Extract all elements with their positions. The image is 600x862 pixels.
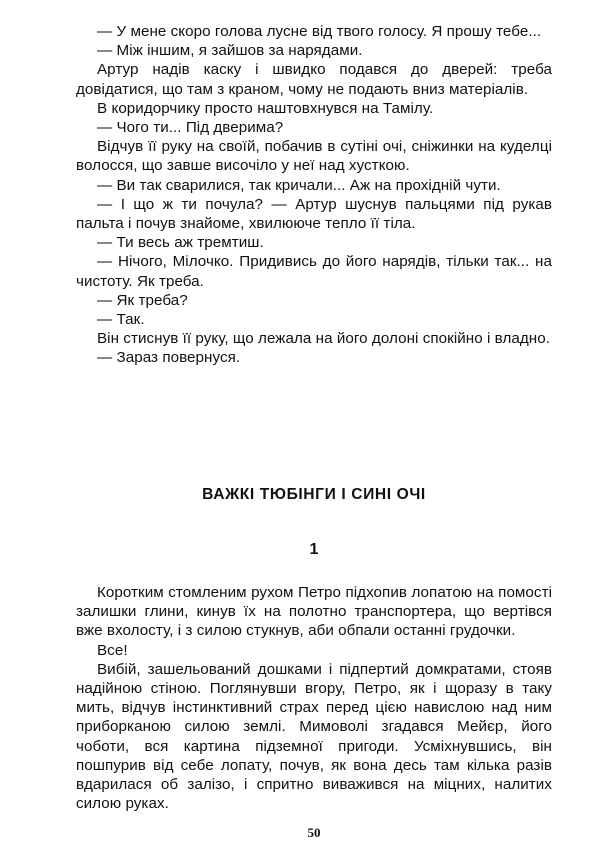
- paragraph: Коротким стомленим рухом Петро підхопив лопатою на помості залишки глини, кинув їх на полотно транспортера, що вертівся вже вхолосту, і з силою стукнув, аби обпали останні грудочки.: [76, 584, 552, 640]
- paragraph: Все!: [97, 641, 128, 659]
- paragraph: — Як треба?: [97, 291, 188, 309]
- page-number: 50: [307, 825, 321, 840]
- paragraph: Артур надів каску і швидко подався до дверей: треба довідатися, що там з краном, чому не подають вниз матеріалів.: [76, 61, 552, 98]
- paragraph: В коридорчику просто наштовхнувся на Тамілу.: [97, 99, 434, 117]
- bottom-text-block: [76, 583, 552, 813]
- paragraph: Вибій, зашельований дошками і підпертий домкратами, стояв надійною стіною. Поглянувши вгору, Петро, як і щоразу в таку мить, відчув інстинктивний страх перед цією навислою над ним приборканою силою землі. Мимоволі згадався Мейєр, його чоботи, вся картина підземної пригоди. Усміхнувшись, він пошпурив від себе лопату, почув, як вона десь там кілька разів вдарилася об залізо, і спритно виважився на міцних, налитих силою руках.: [76, 660, 552, 813]
- paragraph: — Нічого, Мілочко. Придивись до його нарядів, тільки так... на чистоту. Як треба.: [76, 253, 552, 290]
- section-number: 1: [309, 541, 319, 558]
- paragraph: — Так.: [97, 311, 145, 329]
- paragraph: — Чого ти... Під дверима?: [97, 119, 284, 137]
- chapter-title: ВАЖКІ ТЮБІНГИ І СИНІ ОЧІ: [202, 486, 426, 503]
- paragraph: Відчув її руку на своїй, побачив в сутіні очі, сніжинки на куделці волосся, що завше височіло у неї над хусткою.: [76, 138, 552, 175]
- paragraph: — Ти весь аж тремтиш.: [97, 234, 264, 252]
- paragraph: — І що ж ти почула? — Артур шуснув пальцями під рукав пальта і почув знайоме, хвилююче тепло її тіла.: [76, 195, 552, 233]
- paragraph: — У мене скоро голова лусне від твого голосу. Я прошу тебе...: [97, 23, 542, 40]
- paragraph: — Зараз повернуся.: [97, 349, 241, 367]
- top-text-block: [76, 22, 552, 368]
- paragraph: — Ви так сварилися, так кричали... Аж на прохідній чути.: [97, 176, 501, 194]
- paragraph: Він стиснув її руку, що лежала на його долоні спокійно і владно.: [97, 330, 550, 348]
- paragraph: — Між іншим, я зайшов за нарядами.: [97, 42, 363, 60]
